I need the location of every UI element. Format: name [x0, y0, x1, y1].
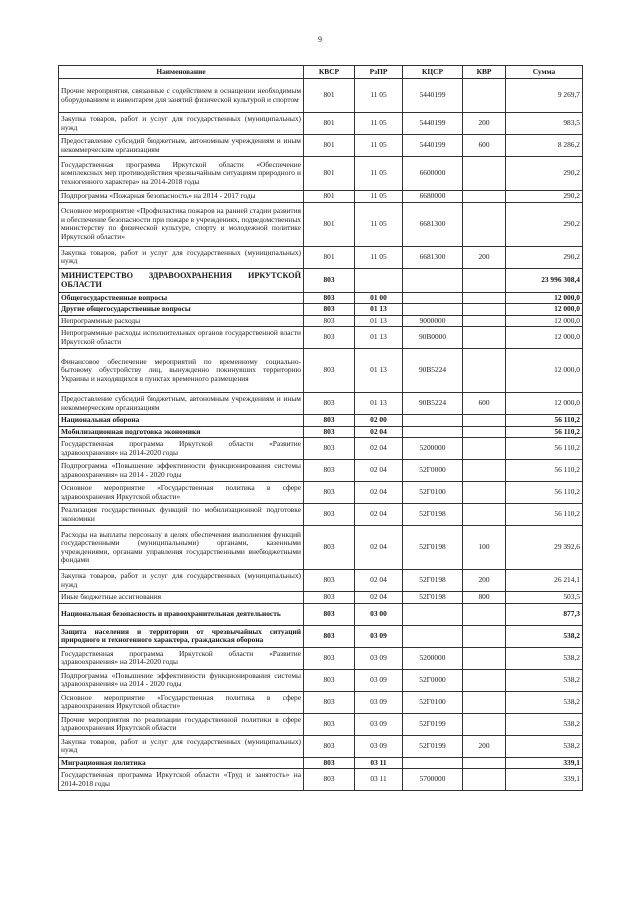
cell-rzpr: 03 09	[355, 735, 403, 757]
table-row	[59, 460, 583, 482]
cell-kcsr	[403, 304, 463, 316]
cell-sum: 538,2	[506, 713, 583, 735]
cell-kvr	[463, 713, 506, 735]
cell-sum: 877,3	[506, 603, 583, 625]
cell-name: Подпрограмма «Повышение эффективности функционирования системы здравоохранения» на 2014 - 2020 годы	[59, 460, 304, 482]
cell-name: Предоставление субсидий бюджетным, автономным учреждениям и иным некоммерческим организациям	[59, 135, 304, 157]
cell-kvr: 600	[463, 135, 506, 157]
cell-name: Непрограммные расходы исполнительных органов государственной власти Иркутской области	[59, 327, 304, 349]
cell-kcsr: 90В5224	[403, 349, 463, 393]
cell-kcsr	[403, 415, 463, 427]
header-name: Наименование	[59, 66, 304, 79]
cell-kcsr: 6681300	[403, 202, 463, 246]
cell-sum: 23 996 308,4	[506, 268, 583, 292]
cell-kvr	[463, 625, 506, 647]
table-row	[59, 735, 583, 757]
cell-kvsr: 803	[304, 504, 355, 526]
cell-kvsr: 803	[304, 292, 355, 304]
cell-kvr	[463, 292, 506, 304]
cell-kcsr: 5200000	[403, 438, 463, 460]
cell-rzpr: 02 04	[355, 526, 403, 570]
cell-kvr	[463, 157, 506, 191]
cell-sum: 56 110,2	[506, 438, 583, 460]
cell-name: Реализация государственных функций по мобилизационной подготовке экономики	[59, 504, 304, 526]
table-row	[59, 191, 583, 203]
table-row	[59, 504, 583, 526]
cell-rzpr	[355, 268, 403, 292]
cell-kcsr: 52Г0198	[403, 570, 463, 592]
cell-kvsr: 803	[304, 268, 355, 292]
header-sum: Сумма	[506, 66, 583, 79]
cell-name: Закупка товаров, работ и услуг для государственных (муниципальных) нужд	[59, 735, 304, 757]
cell-kcsr	[403, 292, 463, 304]
cell-kvsr: 803	[304, 438, 355, 460]
table-row	[59, 713, 583, 735]
cell-name: Общегосударственные вопросы	[59, 292, 304, 304]
table-row	[59, 292, 583, 304]
table-row	[59, 769, 583, 791]
cell-kvr: 200	[463, 113, 506, 135]
cell-kvsr: 803	[304, 757, 355, 769]
cell-kcsr: 52Г0198	[403, 504, 463, 526]
cell-name: Иные бюджетные ассигнования	[59, 592, 304, 604]
table-row	[59, 691, 583, 713]
cell-kvsr: 803	[304, 426, 355, 438]
cell-sum: 12 000,0	[506, 327, 583, 349]
cell-kcsr	[403, 426, 463, 438]
cell-kcsr: 5700000	[403, 769, 463, 791]
cell-rzpr: 03 09	[355, 669, 403, 691]
cell-sum: 290,2	[506, 191, 583, 203]
cell-name: Прочие мероприятия по реализации государственной политики в сфере здравоохранения Иркутской области	[59, 713, 304, 735]
table-row	[59, 526, 583, 570]
cell-kvsr: 803	[304, 349, 355, 393]
cell-name: Закупка товаров, работ и услуг для государственных (муниципальных) нужд	[59, 246, 304, 268]
cell-kvsr: 803	[304, 415, 355, 427]
cell-kvr	[463, 438, 506, 460]
cell-rzpr: 03 09	[355, 691, 403, 713]
cell-kvr: 200	[463, 570, 506, 592]
table-row	[59, 603, 583, 625]
cell-kcsr: 5440199	[403, 79, 463, 113]
cell-kvsr: 803	[304, 460, 355, 482]
cell-rzpr: 02 04	[355, 504, 403, 526]
cell-rzpr: 02 04	[355, 460, 403, 482]
cell-kvsr: 803	[304, 327, 355, 349]
cell-kvr	[463, 415, 506, 427]
cell-kvsr: 801	[304, 113, 355, 135]
cell-name: Основное мероприятие «Государственная политика в сфере здравоохранения Иркутской области»	[59, 691, 304, 713]
cell-name: Государственная программа Иркутской области «Обеспечение комплексных мер противодействия чрезвычайным ситуациям природного и техногенного характера» на 2014-2018 годы	[59, 157, 304, 191]
table-row	[59, 757, 583, 769]
cell-sum: 56 110,2	[506, 504, 583, 526]
cell-kvr	[463, 349, 506, 393]
cell-kvr	[463, 268, 506, 292]
cell-kcsr: 52Г0199	[403, 713, 463, 735]
cell-rzpr: 02 04	[355, 570, 403, 592]
cell-rzpr: 03 09	[355, 625, 403, 647]
table-row	[59, 426, 583, 438]
cell-sum: 290,2	[506, 246, 583, 268]
cell-kvsr: 803	[304, 625, 355, 647]
cell-kvsr: 803	[304, 735, 355, 757]
cell-kcsr: 52Г0000	[403, 460, 463, 482]
cell-rzpr: 01 13	[355, 327, 403, 349]
cell-kcsr: 5440199	[403, 135, 463, 157]
table-row	[59, 393, 583, 415]
cell-kvr	[463, 482, 506, 504]
cell-kvsr: 803	[304, 393, 355, 415]
cell-kcsr: 52Г0000	[403, 669, 463, 691]
cell-rzpr: 03 00	[355, 603, 403, 625]
cell-name: Другие общегосударственные вопросы	[59, 304, 304, 316]
cell-kvr	[463, 327, 506, 349]
cell-kvr	[463, 191, 506, 203]
cell-kvr	[463, 304, 506, 316]
cell-sum: 983,5	[506, 113, 583, 135]
cell-rzpr: 11 05	[355, 246, 403, 268]
cell-name: Национальная безопасность и правоохранительная деятельность	[59, 603, 304, 625]
cell-kvsr: 803	[304, 570, 355, 592]
cell-kvsr: 801	[304, 135, 355, 157]
page-number: 9	[318, 35, 322, 44]
header-rzpr: РзПР	[355, 66, 403, 79]
cell-name: МИНИСТЕРСТВО ЗДРАВООХРАНЕНИЯ ИРКУТСКОЙ ОБЛАСТИ	[59, 268, 304, 292]
cell-name: Национальная оборона	[59, 415, 304, 427]
cell-sum: 503,5	[506, 592, 583, 604]
cell-sum: 56 110,2	[506, 482, 583, 504]
cell-name: Подпрограмма «Пожарная безопасность» на 2014 - 2017 годы	[59, 191, 304, 203]
table-row	[59, 268, 583, 292]
table-row	[59, 315, 583, 327]
cell-sum: 12 000,0	[506, 349, 583, 393]
cell-name: Предоставление субсидий бюджетным, автономным учреждениям и иным некоммерческим организациям	[59, 393, 304, 415]
table-row	[59, 157, 583, 191]
cell-sum: 538,2	[506, 691, 583, 713]
cell-rzpr: 11 05	[355, 157, 403, 191]
cell-kcsr: 90В5224	[403, 393, 463, 415]
table-row	[59, 202, 583, 246]
table-row	[59, 79, 583, 113]
cell-name: Финансовое обеспечение мероприятий по временному социально-бытовому обустройству лиц, вынужденно покинувших территорию Украины и находящихся в пунктах временного размещения	[59, 349, 304, 393]
cell-kvsr: 801	[304, 191, 355, 203]
table-row	[59, 415, 583, 427]
cell-sum: 339,1	[506, 757, 583, 769]
cell-sum: 26 214,1	[506, 570, 583, 592]
cell-name: Закупка товаров, работ и услуг для государственных (муниципальных) нужд	[59, 570, 304, 592]
cell-rzpr: 01 13	[355, 349, 403, 393]
table-row	[59, 482, 583, 504]
cell-name: Государственная программа Иркутской области «Развитие здравоохранения» на 2014-2020 годы	[59, 438, 304, 460]
cell-kvsr: 803	[304, 769, 355, 791]
cell-rzpr: 01 13	[355, 393, 403, 415]
cell-name: Миграционная политика	[59, 757, 304, 769]
table-row	[59, 113, 583, 135]
cell-kvr	[463, 669, 506, 691]
cell-kvr	[463, 315, 506, 327]
cell-name: Закупка товаров, работ и услуг для государственных (муниципальных) нужд	[59, 113, 304, 135]
cell-sum: 12 000,0	[506, 393, 583, 415]
cell-rzpr: 02 04	[355, 482, 403, 504]
cell-rzpr: 02 00	[355, 415, 403, 427]
cell-sum: 290,2	[506, 202, 583, 246]
cell-sum: 8 286,2	[506, 135, 583, 157]
cell-kvr	[463, 504, 506, 526]
cell-kcsr: 52Г0198	[403, 592, 463, 604]
cell-sum: 538,2	[506, 735, 583, 757]
header-kvr: КВР	[463, 66, 506, 79]
cell-kvr	[463, 691, 506, 713]
cell-kvr	[463, 603, 506, 625]
cell-kvr: 200	[463, 246, 506, 268]
table-row	[59, 570, 583, 592]
cell-kcsr: 52Г0100	[403, 691, 463, 713]
cell-kvr: 200	[463, 735, 506, 757]
cell-name: Государственная программа Иркутской области «Труд и занятость» на 2014-2018 годы	[59, 769, 304, 791]
table-body	[59, 79, 583, 791]
cell-rzpr: 03 11	[355, 769, 403, 791]
cell-sum: 56 110,2	[506, 426, 583, 438]
table-row	[59, 592, 583, 604]
cell-kvsr: 803	[304, 526, 355, 570]
cell-kcsr: 6600000	[403, 157, 463, 191]
cell-rzpr: 11 05	[355, 113, 403, 135]
table-row	[59, 625, 583, 647]
cell-rzpr: 11 05	[355, 135, 403, 157]
cell-kcsr: 6680000	[403, 191, 463, 203]
cell-kvsr: 801	[304, 202, 355, 246]
cell-kcsr: 52Г0100	[403, 482, 463, 504]
table-row	[59, 304, 583, 316]
cell-kcsr: 6681300	[403, 246, 463, 268]
cell-kvr	[463, 426, 506, 438]
cell-kvsr: 803	[304, 304, 355, 316]
cell-name: Подпрограмма «Повышение эффективности функционирования системы здравоохранения» на 2014 - 2020 годы	[59, 669, 304, 691]
cell-name: Прочие мероприятия, связанные с содействием в оснащении необходимым оборудованием и инвентарем для занятий физической культурой и спортом	[59, 79, 304, 113]
cell-sum: 12 000,0	[506, 304, 583, 316]
cell-rzpr: 03 11	[355, 757, 403, 769]
cell-rzpr: 01 00	[355, 292, 403, 304]
budget-table	[58, 65, 583, 791]
cell-kvr	[463, 769, 506, 791]
cell-rzpr: 01 13	[355, 315, 403, 327]
cell-rzpr: 11 05	[355, 202, 403, 246]
table-row	[59, 669, 583, 691]
header-kvsr: КВСР	[304, 66, 355, 79]
cell-name: Основное мероприятие «Профилактика пожаров на ранней стадии развития и обеспечение безопасности при пожаре в учреждениях, подведомственных министерству по физической культуре, спорту и молодежной политике Иркутской области»	[59, 202, 304, 246]
cell-sum: 56 110,2	[506, 460, 583, 482]
cell-sum: 538,2	[506, 647, 583, 669]
cell-kvr	[463, 79, 506, 113]
table-row	[59, 246, 583, 268]
cell-rzpr: 03 09	[355, 713, 403, 735]
cell-rzpr: 11 05	[355, 79, 403, 113]
cell-kvr	[463, 460, 506, 482]
cell-rzpr: 11 05	[355, 191, 403, 203]
cell-rzpr: 01 13	[355, 304, 403, 316]
cell-kcsr: 9000000	[403, 315, 463, 327]
table-row	[59, 327, 583, 349]
table-row	[59, 438, 583, 460]
cell-kcsr: 5200000	[403, 647, 463, 669]
cell-kcsr: 52Г0199	[403, 735, 463, 757]
cell-kvr: 100	[463, 526, 506, 570]
cell-kcsr: 90В0000	[403, 327, 463, 349]
cell-name: Расходы на выплаты персоналу в целях обеспечения выполнения функций государственными (муниципальными) органами, казенными учреждениями, органами управления государственными внебюджетными фондами	[59, 526, 304, 570]
cell-name: Защита населения и территории от чрезвычайных ситуаций природного и техногенного характера, гражданская оборона	[59, 625, 304, 647]
cell-kvsr: 801	[304, 79, 355, 113]
cell-sum: 538,2	[506, 625, 583, 647]
cell-kvsr: 803	[304, 713, 355, 735]
table-row	[59, 647, 583, 669]
cell-sum: 9 269,7	[506, 79, 583, 113]
cell-kcsr: 5440199	[403, 113, 463, 135]
cell-name: Непрограммные расходы	[59, 315, 304, 327]
cell-kvsr: 801	[304, 246, 355, 268]
cell-sum: 56 110,2	[506, 415, 583, 427]
cell-kvsr: 803	[304, 482, 355, 504]
table-header-row	[59, 66, 583, 79]
cell-kvsr: 801	[304, 157, 355, 191]
cell-kvr	[463, 757, 506, 769]
cell-kvsr: 803	[304, 603, 355, 625]
cell-kvsr: 803	[304, 315, 355, 327]
table-row	[59, 135, 583, 157]
cell-kvsr: 803	[304, 647, 355, 669]
cell-kvr	[463, 647, 506, 669]
cell-kcsr	[403, 268, 463, 292]
cell-kvsr: 803	[304, 669, 355, 691]
cell-kvsr: 803	[304, 691, 355, 713]
cell-sum: 339,1	[506, 769, 583, 791]
cell-sum: 538,2	[506, 669, 583, 691]
cell-sum: 12 000,0	[506, 292, 583, 304]
cell-kcsr: 52Г0198	[403, 526, 463, 570]
cell-kvr	[463, 202, 506, 246]
cell-kcsr	[403, 757, 463, 769]
cell-rzpr: 02 04	[355, 438, 403, 460]
cell-rzpr: 02 04	[355, 426, 403, 438]
cell-rzpr: 02 04	[355, 592, 403, 604]
cell-name: Основное мероприятие «Государственная политика в сфере здравоохранения Иркутской области»	[59, 482, 304, 504]
cell-name: Государственная программа Иркутской области «Развитие здравоохранения» на 2014-2020 годы	[59, 647, 304, 669]
cell-sum: 29 392,6	[506, 526, 583, 570]
cell-kvr: 800	[463, 592, 506, 604]
table-row	[59, 349, 583, 393]
cell-kvsr: 803	[304, 592, 355, 604]
cell-sum: 290,2	[506, 157, 583, 191]
cell-name: Мобилизационная подготовка экономики	[59, 426, 304, 438]
cell-kcsr	[403, 603, 463, 625]
cell-sum: 12 000,0	[506, 315, 583, 327]
cell-kvr: 600	[463, 393, 506, 415]
header-kcsr: КЦСР	[403, 66, 463, 79]
cell-rzpr: 03 09	[355, 647, 403, 669]
cell-kcsr	[403, 625, 463, 647]
